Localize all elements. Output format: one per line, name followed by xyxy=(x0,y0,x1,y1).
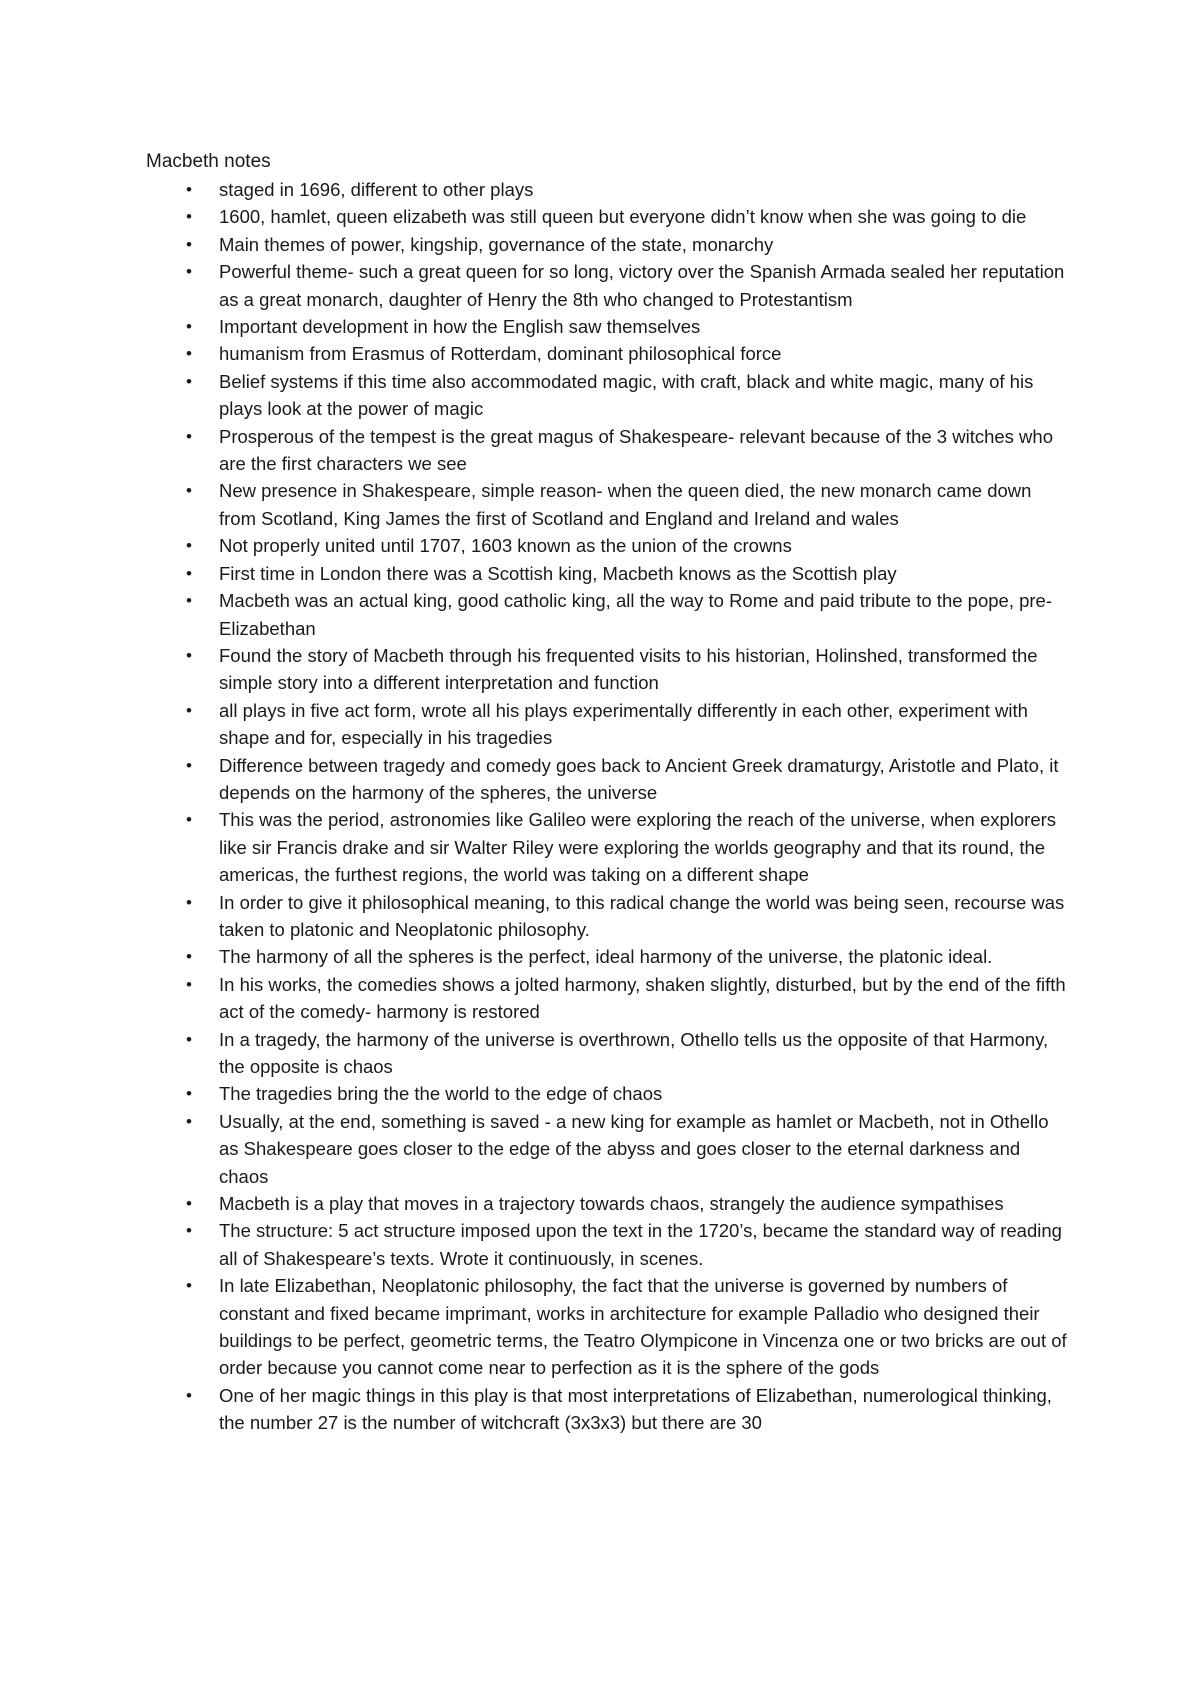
note-item xyxy=(146,1272,1071,1382)
note-text: Main themes of power, kingship, governance of the state, monarchy xyxy=(219,233,774,255)
note-text: Macbeth is a play that moves in a trajectory towards chaos, strangely the audience sympathises xyxy=(219,1193,1004,1215)
bullet-icon: • xyxy=(186,1111,192,1131)
bullet-icon: • xyxy=(186,371,192,391)
note-item xyxy=(146,1108,1071,1190)
bullet-icon: • xyxy=(186,591,192,611)
note-text: Prosperous of the tempest is the great magus of Shakespeare- relevant because of the 3 witches who are the first characters we see xyxy=(219,425,1053,475)
note-item xyxy=(146,532,1071,559)
bullet-icon: • xyxy=(186,1194,192,1214)
bullet-icon: • xyxy=(186,344,192,364)
note-text: In late Elizabethan, Neoplatonic philosophy, the fact that the universe is governed by numbers of constant and fixed became imprimant, works in architecture for example Palladio who designed their buildings to be perfect, geometric terms, the Teatro Olympicone in Vincenza one or two bricks are out of order because you cannot come near to perfection as it is the sphere of the gods xyxy=(219,1275,1067,1379)
note-text: Found the story of Macbeth through his frequented visits to his historian, Holinshed, transformed the simple story into a different interpretation and function xyxy=(219,644,1038,694)
note-item xyxy=(146,943,1071,970)
bullet-icon: • xyxy=(186,426,192,446)
note-item xyxy=(146,1026,1071,1081)
note-text: One of her magic things in this play is that most interpretations of Elizabethan, numerological thinking, the number 27 is the number of witchcraft (3x3x3) but there are 30 xyxy=(219,1384,1052,1434)
note-item xyxy=(146,423,1071,478)
note-item xyxy=(146,1217,1071,1272)
bullet-icon: • xyxy=(186,1029,192,1049)
note-item xyxy=(146,1190,1071,1217)
note-item xyxy=(146,642,1071,697)
note-item xyxy=(146,889,1071,944)
note-text: 1600, hamlet, queen elizabeth was still queen but everyone didn’t know when she was going to die xyxy=(219,206,1027,228)
bullet-icon: • xyxy=(186,810,192,830)
bullet-icon: • xyxy=(186,947,192,967)
note-item xyxy=(146,1080,1071,1107)
note-text: Powerful theme- such a great queen for so long, victory over the Spanish Armada sealed her reputation as a great monarch, daughter of Henry the 8th who changed to Protestantism xyxy=(219,261,1065,310)
bullet-icon: • xyxy=(186,1385,192,1405)
bullet-icon: • xyxy=(186,234,192,254)
note-text: Macbeth was an actual king, good catholic king, all the way to Rome and paid tribute to the pope, pre-Elizabethan xyxy=(219,590,1052,639)
note-item xyxy=(146,587,1071,642)
note-text: Difference between tragedy and comedy goes back to Ancient Greek dramaturgy, Aristotle and Plato, it depends on the harmony of the spheres, the universe xyxy=(219,754,1059,803)
note-text: New presence in Shakespeare, simple reason- when the queen died, the new monarch came down from Scotland, King James the first of Scotland and England and Ireland and wales xyxy=(219,480,1032,529)
note-item xyxy=(146,340,1071,367)
note-text: In his works, the comedies shows a jolted harmony, shaken slightly, disturbed, but by the end of the fifth act of the comedy- harmony is restored xyxy=(219,973,1066,1023)
note-text: Usually, at the end, something is saved - a new king for example as hamlet or Macbeth, not in Othello as Shakespeare goes closer to the edge of the abyss and goes closer to the eternal darkness and chaos xyxy=(219,1110,1049,1187)
bullet-icon: • xyxy=(186,481,192,501)
note-item xyxy=(146,752,1071,807)
note-item xyxy=(146,971,1071,1026)
note-text: all plays in five act form, wrote all his plays experimentally differently in each other, experiment with shape and for, especially in his tragedies xyxy=(219,699,1028,749)
note-item xyxy=(146,697,1071,752)
note-text: Belief systems if this time also accommodated magic, with craft, black and white magic, many of his plays look at the power of magic xyxy=(219,370,1034,420)
note-item xyxy=(146,203,1071,230)
note-text: The tragedies bring the the world to the edge of chaos xyxy=(219,1083,663,1105)
note-text: humanism from Erasmus of Rotterdam, dominant philosophical force xyxy=(219,343,782,365)
note-item xyxy=(146,368,1071,423)
bullet-icon: • xyxy=(186,262,192,282)
bullet-icon: • xyxy=(186,563,192,583)
document-title: Macbeth notes xyxy=(146,151,271,172)
bullet-icon: • xyxy=(186,207,192,227)
note-text: In a tragedy, the harmony of the universe is overthrown, Othello tells us the opposite of that Harmony, the opposite is chaos xyxy=(219,1028,1049,1077)
note-item xyxy=(146,176,1071,203)
notes-list xyxy=(146,176,1071,1437)
note-text: In order to give it philosophical meaning, to this radical change the world was being seen, recourse was taken to platonic and Neoplatonic philosophy. xyxy=(219,891,1065,940)
bullet-icon: • xyxy=(186,180,192,199)
bullet-icon: • xyxy=(186,700,192,720)
bullet-icon: • xyxy=(186,317,192,337)
bullet-icon: • xyxy=(186,645,192,665)
bullet-icon: • xyxy=(186,1276,192,1296)
note-text: This was the period, astronomies like Galileo were exploring the reach of the universe, when explorers like sir Francis drake and sir Walter Riley were exploring the worlds geography and that its round, the americas, the furthest regions, the world was taking on a different shape xyxy=(219,809,1057,886)
note-item xyxy=(146,231,1071,258)
bullet-icon: • xyxy=(186,755,192,775)
note-item xyxy=(146,560,1071,587)
note-text: Not properly united until 1707, 1603 known as the union of the crowns xyxy=(219,535,792,557)
note-item xyxy=(146,313,1071,340)
note-item xyxy=(146,258,1071,313)
note-item xyxy=(146,477,1071,532)
note-item xyxy=(146,1382,1071,1437)
bullet-icon: • xyxy=(186,974,192,994)
bullet-icon: • xyxy=(186,536,192,556)
bullet-icon: • xyxy=(186,1084,192,1104)
note-text: The harmony of all the spheres is the perfect, ideal harmony of the universe, the platonic ideal. xyxy=(219,946,993,968)
note-item xyxy=(146,806,1071,888)
bullet-icon: • xyxy=(186,1221,192,1241)
note-text: First time in London there was a Scottish king, Macbeth knows as the Scottish play xyxy=(219,562,897,584)
note-text: staged in 1696, different to other plays xyxy=(219,179,534,200)
note-text: Important development in how the English saw themselves xyxy=(219,316,701,338)
note-text: The structure: 5 act structure imposed upon the text in the 1720’s, became the standard way of reading all of Shakespeare’s texts. Wrote it continuously, in scenes. xyxy=(219,1220,1062,1269)
bullet-icon: • xyxy=(186,892,192,912)
